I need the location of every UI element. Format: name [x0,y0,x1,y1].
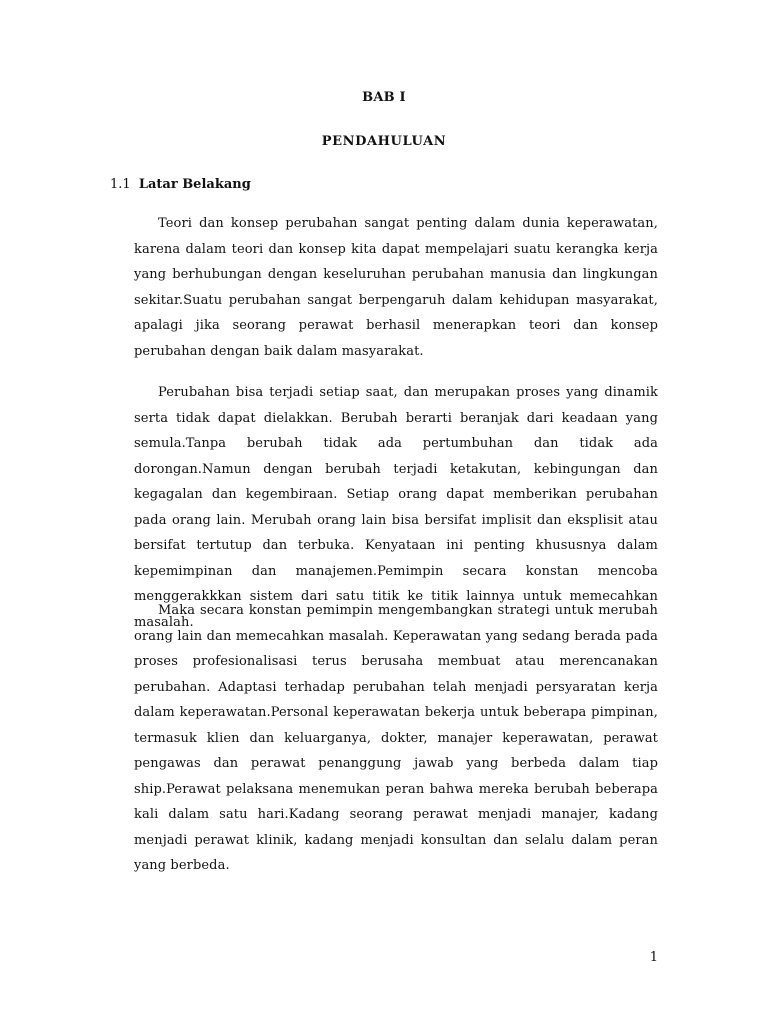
section-heading [110,177,251,192]
chapter-title: PENDAHULUAN [321,134,447,149]
page-number: 1 [649,950,658,965]
body-paragraph-3: Maka secara konstan pemimpin mengembangkan strategi untuk merubah orang lain dan memecahkan masalah. Keperawatan yang sedang berada pada proses profesionalisasi terus berusaha membuat atau merencanakan perubahan. Adaptasi terhadap perubahan telah menjadi persyaratan kerja dalam keperawatan.Personal keperawatan bekerja untuk beberapa pimpinan, termasuk klien dan keluarganya, dokter, manajer keperawatan, perawat pengawas dan perawat penanggung jawab yang berbeda dalam tiap ship.Perawat pelaksana menemukan peran bahwa mereka berubah beberapa kali dalam satu hari.Kadang seorang perawat menjadi manajer, kadang menjadi perawat klinik, kadang menjadi konsultan dan selalu dalam peran yang berbeda. [134,603,658,873]
body-paragraph-2: Perubahan bisa terjadi setiap saat, dan merupakan proses yang dinamik serta tidak dapat dielakkan. Berubah berarti beranjak dari keadaan yang semula.Tanpa berubah tidak ada pertumbuhan dan tidak ada dorongan.Namun dengan berubah terjadi ketakutan, kebingungan dan kegagalan dan kegembiraan. Setiap orang dapat memberikan perubahan pada orang lain. Merubah orang lain bisa bersifat implisit dan eksplisit atau bersifat tertutup dan terbuka. Kenyataan ini penting khususnya dalam kepemimpinan dan manajemen.Pemimpin secara konstan mencoba menggerakkkan sistem dari satu titik ke titik lainnya untuk memecahkan masalah. [134,385,658,630]
chapter-label: BAB I [362,90,406,105]
body-paragraph-1: Teori dan konsep perubahan sangat penting dalam dunia keperawatan, karena dalam teori dan konsep kita dapat mempelajari suatu kerangka kerja yang berhubungan dengan keseluruhan perubahan manusia dan lingkungan sekitar.Suatu perubahan sangat berpengaruh dalam kehidupan masyarakat, apalagi jika seorang perawat berhasil menerapkan teori dan konsep perubahan dengan baik dalam masyarakat. [134,216,658,359]
section-title: Latar Belakang [138,177,251,192]
section-number: 1.1 [110,177,131,192]
